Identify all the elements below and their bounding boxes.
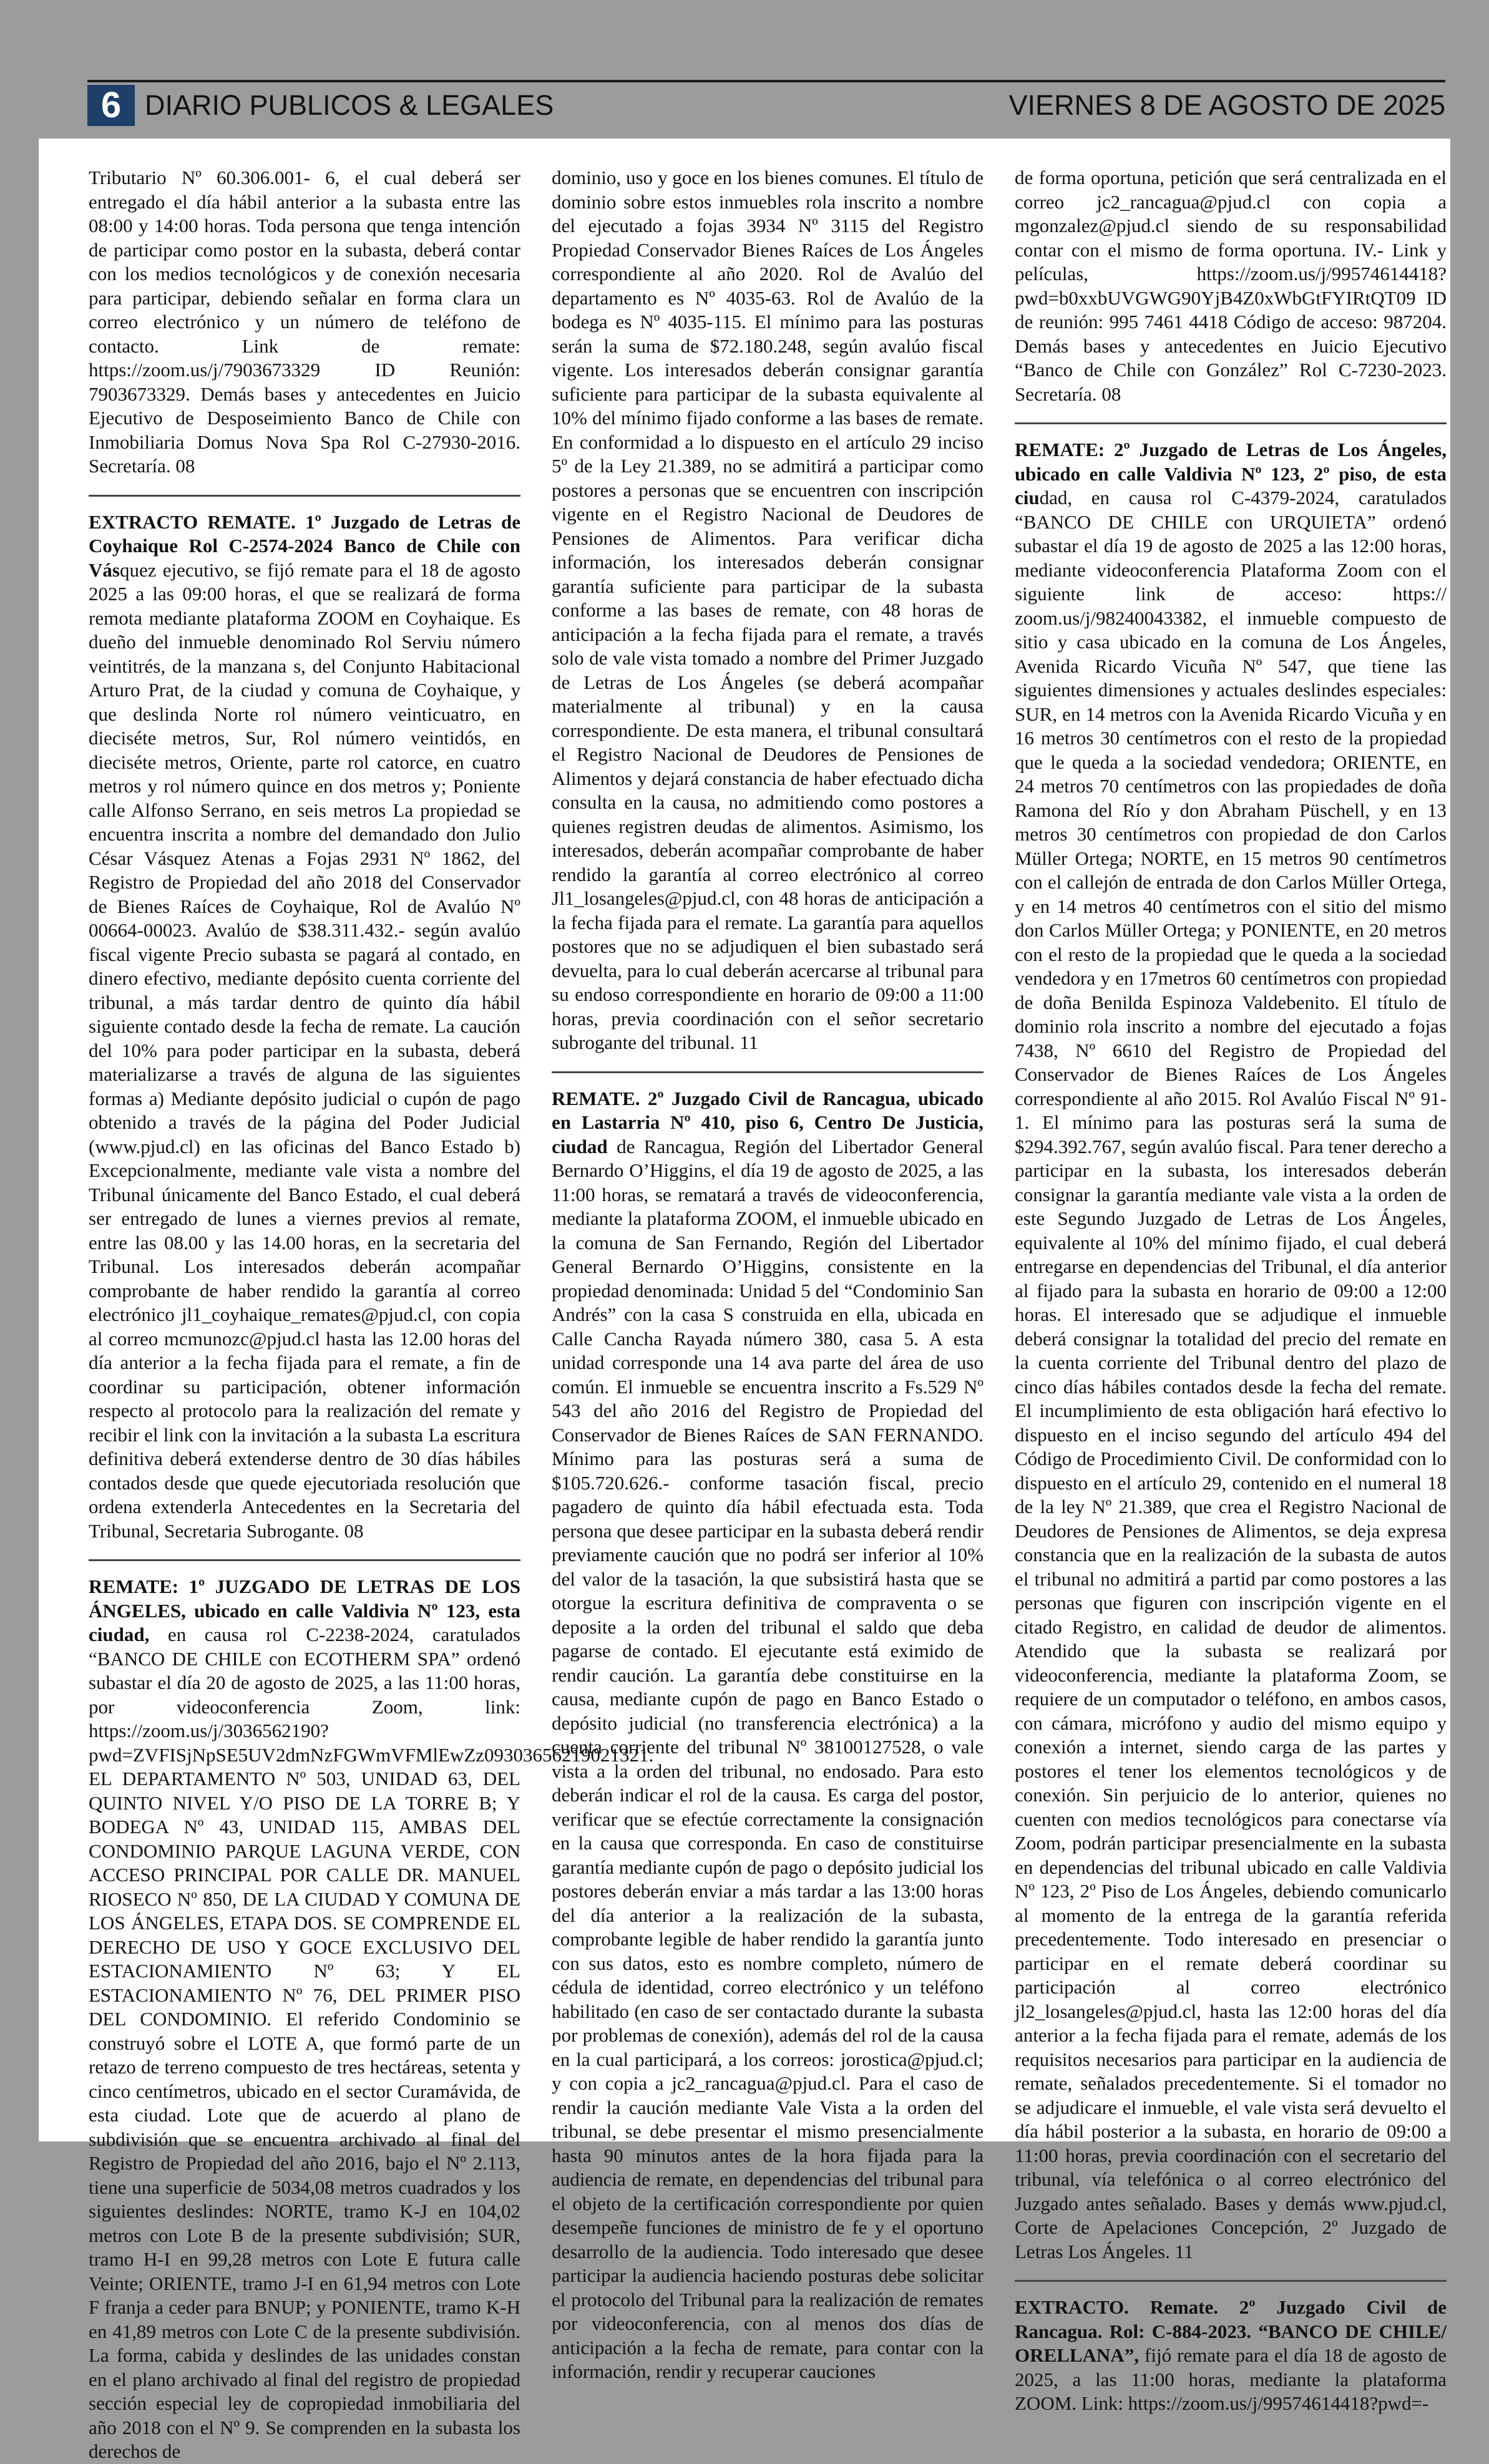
notice-heading: REMATE. 2º Juzgado Civil de Rancagua, ubicado en Lastarria Nº 410, piso 6, Centro De Justicia, ciudad [552,1087,984,1157]
notice-heading: EXTRACTO REMATE. 1º Juzgado de Letras de Coyhaique Rol C-2574-2024 Banco de Chile con Vás [89,510,520,581]
notice [89,1575,654,2464]
notice-divider [1015,422,1447,424]
notice-body: fijó remate para el día 18 de agosto de 2025, a las 11:00 horas, mediante la plataforma ZOOM. Link: https://zoom.us/j/99574614418?pwd=- [1015,2344,1447,2414]
notice-divider [89,1559,520,1561]
notice-body: quez ejecutivo, se fijó remate para el 18 de agosto 2025 a las 09:00 horas, el que se realizará de forma remota mediante plataforma ZOOM en Coyhaique. Es dueño del inmueble denominado Rol Serviu número veintitrés, de la manzana s, del Conjunto Habitacional Arturo Prat, de la ciudad y comuna de Coyhaique, y que deslinda Norte rol número veinticuatro, en dieciséte metros, Sur, Rol número veintidós, en dieciséte metros, Oriente, parte rol catorce, en cuatro metros y rol número quince en dos metros y; Poniente calle Alfonso Serrano, en seis metros La propiedad se encuentra inscrita a nombre del demandado don Julio César Vásquez Atenas a Fojas 2931 Nº 1862, del Registro de Propiedad del año 2018 del Conservador de Bienes Raíces de Coyhaique, Rol de Avalúo Nº 00664-00023. Avalúo de $38.311.432.- según avalúo fiscal vigente Precio subasta se pagará al contado, en dinero efectivo, mediante depósito cuenta corriente del tribunal, a más tardar dentro de quinto día hábil siguiente contado desde la fecha de remate. La caución del 10% para poder participar en la subasta, deberá materializarse a través de alguna de las siguientes formas a) Mediante depósito judicial o cupón de pago obtenido a través de la página del Poder Judicial (www.pjud.cl) en las oficinas del Banco Estado b) Excepcionalmente, mediante vale vista a nombre del Tribunal únicamente del Banco Estado, el cual deberá ser entregado de lunes a viernes previos al remate, entre las 08.00 y las 14.00 horas, en la secretaria del Tribunal. Los interesados deberán acompañar comprobante de haber rendido la garantía al correo electrónico jl1_coyhaique_remates@pjud.cl, con copia al correo mcmunozc@pjud.cl hasta las 12.00 horas del día anterior a la fecha fijada para el remate, a fin de coordinar su participación, obtener información respecto al protocolo para la realización del remate y recibir el link con la invitación a la subasta La escritura definitiva deberá extenderse dentro de 30 días hábiles contados desde que quede ejecutoriada resolución que ordena extenderla Antecedentes en la Secretaria del Tribunal, Secretaria Subrogante. 08 [89,558,520,1542]
column-2 [552,166,984,2382]
column-1 [89,166,654,2462]
page-number: 6 [87,85,135,126]
notice [1015,438,1447,2264]
notice-divider [89,495,520,497]
notice-body: de forma oportuna, petición que será centralizada en el correo jc2_rancagua@pjud.cl con copia a mgonzalez@pjud.cl siendo de su responsabilidad contar con el mismo de forma oportuna. IV.- Link y películas, https://zoom.us/j/99574614418?pwd=b0xxbUVGWG90YjB4Z0xWbGtFYIRtQT09 ID de reunión: 995 7461 4418 Código de acceso: 987204. Demás bases y antecedentes en Juicio Ejecutivo “Banco de Chile con González” Rol C-7230-2023. Secretaría. 08 [1015,167,1447,405]
notice [1015,2296,1447,2416]
notice [89,166,520,479]
notice-divider [1015,2280,1447,2282]
header-rule [87,80,1445,82]
notice-heading: REMATE: 1º JUZGADO DE LETRAS DE LOS ÁNGELES, ubicado en calle Valdivia Nº 123, esta ciudad, [89,1575,520,1645]
notice [552,1087,984,2384]
page-header [87,80,1445,124]
notice-body: Tributario Nº 60.306.001- 6, el cual deberá ser entregado el día hábil anterior a la subasta entre las 08:00 y 14:00 horas. Toda persona que tenga intención de participar como postor en la subasta, deberá contar con los medios tecnológicos y de conexión necesaria para participar, debiendo señalar en forma clara un correo electrónico y un número de teléfono de contacto. Link de remate: https://zoom.us/j/7903673329 ID Reunión: 7903673329. Demás bases y antecedentes en Juicio Ejecutivo de Desposeimiento Banco de Chile con Inmobiliaria Domus Nova Spa Rol C-27930-2016. Secretaría. 08 [89,167,520,477]
notice-divider [552,1071,984,1073]
notice [89,510,520,1544]
column-3 [1015,166,1447,2414]
notice-heading: EXTRACTO. Remate. 2º Juzgado Civil de Rancagua. Rol: C-884-2023. “BANCO DE CHILE/ ORELLANA”, [1015,2296,1447,2366]
notice-heading: REMATE: 2º Juzgado de Letras de Los Ángeles, ubicado en calle Valdivia Nº 123, 2º piso, de esta ciu [1015,439,1447,509]
notice-body: en causa rol C-2238-2024, caratulados “BANCO DE CHILE con ECOTHERM SPA” ordenó subastar el día 20 de agosto de 2025, a las 11:00 horas, por videoconferencia Zoom, link: https://zoom.us/j/3036562190?pwd=ZVFISjNpSE5UV2dmNzFGWmVFMlEwZz09303656219021321. EL DEPARTAMENTO Nº 503, UNIDAD 63, DEL QUINTO NIVEL Y/O PISO DE LA TORRE B; Y BODEGA Nº 43, UNIDAD 115, AMBAS DEL CONDOMINIO PARQUE LAGUNA VERDE, CON ACCESO PRINCIPAL POR CALLE DR. MANUEL RIOSECO Nº 850, DE LA CIUDAD Y COMUNA DE LOS ÁNGELES, ETAPA DOS. SE COMPRENDE EL DERECHO DE USO Y GOCE EXCLUSIVO DEL ESTACIONAMIENTO Nº 63; Y EL ESTACIONAMIENTO Nº 76, DEL PRIMER PISO DEL CONDOMINIO. El referido Condominio se construyó sobre el LOTE A, que formó parte de un retazo de terreno compuesto de tres hectáreas, setenta y cinco centímetros, ubicado en el sector Curamávida, de esta ciudad. Lote que de acuerdo al plano de subdivisión que se encuentra archivado al final del Registro de Propiedad del año 2016, bajo el Nº 2.113, tiene una superficie de 5034,08 metros cuadrados y los siguientes deslindes: NORTE, tramo K-J en 104,02 metros con Lote B de la presente subdivisión; SUR, tramo H-I en 99,28 metros con Lote E futura calle Veinte; ORIENTE, tramo J-I en 61,94 metros con Lote F franja a ceder para BNUP; y PONIENTE, tramo K-H en 41,89 metros con Lote C de la presente subdivisión. La forma, cabida y deslindes de las unidades constan en el plano archivado al final del registro de propiedad sección especial ley de copropiedad inmobiliaria del año 2018 con el Nº 9. Se comprenden en la subasta los derechos de [89,1624,654,2462]
notice-body: dominio, uso y goce en los bienes comunes. El título de dominio sobre estos inmuebles rola inscrito a nombre del ejecutado a fojas 3934 Nº 3115 del Registro Propiedad Conservador Bienes Raíces de Los Ángeles correspondiente al año 2020. Rol de Avalúo del departamento es Nº 4035-63. Rol de Avalúo de la bodega es Nº 4035-115. El mínimo para las posturas serán la suma de $72.180.248, según avalúo fiscal vigente. Los interesados deberán consignar garantía suficiente para participar de la subasta equivalente al 10% del mínimo fijado conforme a las bases de remate. En conformidad a lo dispuesto en el artículo 29 inciso 5º de la Ley 21.389, no se admitirá a participar como postores a personas que se encuentren con inscripción vigente en el Registro Nacional de Deudores de Pensiones de Alimentos. Para verificar dicha información, los interesados deberán consignar garantía suficiente para participar de la subasta conforme a las bases de remate, con 48 horas de anticipación a la fecha fijada para el remate, a través solo de vale vista tomado a nombre del Primer Juzgado de Letras de Los Ángeles (se deberá acompañar materialmente al tribunal) y en la causa correspondiente. De esta manera, el tribunal consultará el Registro Nacional de Deudores de Pensiones de Alimentos y dejará constancia de haber efectuado dicha consulta en la causa, no admitiendo como postores a quienes registren deudas de alimentos. Asimismo, los interesados, deberán acompañar comprobante de haber rendido la garantía al correo electrónico al correo Jl1_losangeles@pjud.cl, con 48 horas de anticipación a la fecha fijada para el remate. La garantía para aquellos postores que no se adjudiquen el bien subastado será devuelta, para lo cual deberán acercarse al tribunal para su endoso correspondiente en horario de 09:00 a 11:00 horas, previa coordinación con el señor secretario subrogante del tribunal. 11 [552,167,984,1053]
newspaper-page [39,139,1450,2462]
notice-body: dad, en causa rol C-4379-2024, caratulados “BANCO DE CHILE con URQUIETA” ordenó subastar el día 19 de agosto de 2025 a las 12:00 horas, mediante videoconferencia Plataforma Zoom con el siguiente link de acceso: https:// zoom.us/j/98240043382, el inmueble compuesto de sitio y casa ubicado en la comuna de Los Ángeles, Avenida Ricardo Vicuña Nº 547, que tiene las siguientes dimensiones y actuales deslindes especiales: SUR, en 14 metros con la Avenida Ricardo Vicuña y en 16 metros 30 centímetros con el resto de la propiedad que le queda a la sociedad vendedora; ORIENTE, en 24 metros 70 centímetros con las propiedades de doña Ramona del Río y don Abraham Püschell, y en 13 metros 30 centímetros con propiedad de don Carlos Müller Ortega; NORTE, en 15 metros 90 centímetros con el callejón de entrada de don Carlos Müller Ortega, y en 14 metros 40 centímetros con el sitio del mismo don Carlos Müller Ortega; y PONIENTE, en 20 metros con el resto de la propiedad que le queda a la sociedad vendedora y en 17metros 60 centímetros con propiedad de doña Benilda Espinoza Valdebenito. El título de dominio rola inscrito a nombre del ejecutado a fojas 7438, Nº 6610 del Registro de Propiedad del Conservador de Bienes Raíces de Los Ángeles correspondiente al año 2015. Rol Avalúo Fiscal Nº 91-1. El mínimo para las posturas será la suma de $294.392.767, según avalúo fiscal. Para tener derecho a participar en la subasta, los interesados deberán consignar la garantía mediante vale vista a la orden de este Segundo Juzgado de Letras de Los Ángeles, equivalente al 10% del mínimo fijado, el cual deberá entregarse en dependencias del Tribunal, el día anterior al fijado para la subasta en horario de 09:00 a 12:00 horas. El interesado que se adjudique el inmueble deberá consignar la totalidad del precio del remate en la cuenta corriente del Tribunal dentro del plazo de cinco días hábiles contados desde la fecha del remate. El incumplimiento de esta obligación hará efectivo lo dispuesto en el inciso segundo del artículo 494 del Código de Procedimiento Civil. De conformidad con lo dispuesto en el artículo 29, contenido en el numeral 18 de la ley Nº 21.389, que crea el Registro Nacional de Deudores de Pensiones de Alimentos, se deja expresa constancia que en la realización de la subasta de autos el tribunal no admitirá a partid par como postores a las personas que figuren con inscripción vigente en el citado Registro, en calidad de deudor de alimentos. Atendido que la subasta se realizará por videoconferencia, mediante la plataforma Zoom, se requiere de un computador o teléfono, en ambos casos, con cámara, micrófono y audio del mismo equipo y conexión a internet, siendo carga de las partes y postores el tener los elementos tecnológicos y de conexión. Sin perjuicio de lo anterior, quienes no cuenten con medios tecnológicos para conectarse vía Zoom, podrán participar presencialmente en la subasta en dependencias del tribunal ubicado en calle Valdivia Nº 123, 2º Piso de Los Ángeles, debiendo comunicarlo al momento de la entrega de la garantía referida precedentemente. Todo interesado en presenciar o participar en el remate deberá coordinar su participación al correo electrónico jl2_losangeles@pjud.cl, hasta las 12:00 horas del día anterior a la fecha fijada para el remate, además de los requisitos necesarios para participar en la audiencia de remate, señalados precedentemente. Si el tomador no se adjudicare el inmueble, el vale vista será devuelto el día hábil posterior a la subasta, en horario de 09:00 a 11:00 horas, previa coordinación con el secretario del tribunal, vía telefónica o al correo electrónico del Juzgado antes señalado. Bases y demás www.pjud.cl, Corte de Apelaciones Concepción, 2º Juzgado de Letras Los Ángeles. 11 [1015,487,1447,2262]
notice-body: de Rancagua, Región del Libertador General Bernardo O’Higgins, el día 19 de agosto de 2025, a las 11:00 horas, se rematará a través de videoconferencia, mediante la plataforma ZOOM, el inmueble ubicado en la comuna de San Fernando, Región del Libertador General Bernardo O’Higgins, consistente en la propiedad denominada: Unidad 5 del “Condominio San Andrés” con la casa S construida en ella, ubicada en Calle Cancha Rayada número 380, casa 5. A esta unidad corresponde una 14 ava parte del área de uso común. El inmueble se encuentra inscrito a Fs.529 Nº 543 del año 2016 del Registro de Propiedad del Conservador de Bienes Raíces de SAN FERNANDO. Mínimo para las posturas será a suma de $105.720.626.- conforme tasación fiscal, precio pagadero de quinto día hábil efectuada esta. Toda persona que desee participar en la subasta deberá rendir previamente caución que no podrá ser inferior al 10% del valor de la tasación, la que subsistirá hasta que se otorgue la escritura definitiva de compraventa o se deposite a la orden del tribunal el saldo que deba pagarse de contado. El ejecutante está eximido de rendir caución. La garantía debe constituirse en la causa, mediante cupón de pago en Banco Estado o depósito judicial (no transferencia electrónica) a la cuenta corriente del tribunal Nº 38100127528, o vale vista a la orden del tribunal, no endosado. Para esto deberán indicar el rol de la causa. Es carga del postor, verificar que se efectúe correctamente la consignación en la causa que corresponda. En caso de constituirse garantía mediante cupón de pago o depósito judicial los postores deberán enviar a más tardar a las 13:00 horas del día anterior a la realización de la subasta, comprobante legible de haber rendido la garantía junto con sus datos, esto es nombre completo, número de cédula de identidad, correo electrónico y un teléfono habilitado (en caso de ser contactado durante la subasta por problemas de conexión), además del rol de la causa en la cual participará, a los correos: jorostica@pjud.cl; y con copia a jc2_rancagua@pjud.cl. Para el caso de rendir la caución mediante Vale Vista a la orden del tribunal, se debe presentar el mismo presencialmente hasta 90 minutos antes de la hora fijada para la audiencia de remate, en dependencias del tribunal para el objeto de la certificación correspondiente por quien desempeñe funciones de ministro de fe y el oportuno desarrollo de la audiencia. Todo interesado que desee participar la audiencia haciendo posturas debe solicitar el protocolo del Tribunal para la realización de remates por videoconferencia, con al menos dos días de anticipación a la fecha de remate, para contar con la información, rendir y recuperar cauciones [552,1135,984,2382]
notice [1015,166,1447,406]
publication-name: DIARIO PUBLICOS & LEGALES [145,89,554,121]
notice [552,166,984,1055]
publication-date: VIERNES 8 DE AGOSTO DE 2025 [1008,89,1445,121]
